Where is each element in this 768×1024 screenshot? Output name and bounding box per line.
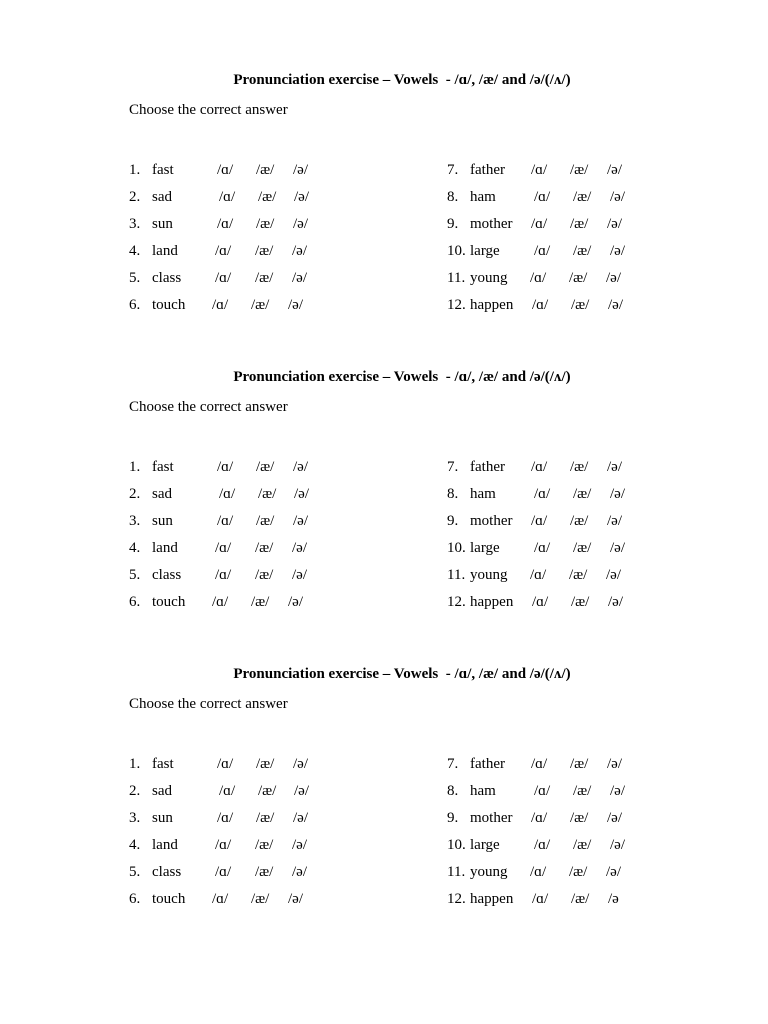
answer-option[interactable]: /æ/ xyxy=(569,567,588,583)
answer-option[interactable]: /æ/ xyxy=(251,891,270,907)
exercise-item xyxy=(447,756,687,776)
exercise-item xyxy=(129,459,369,479)
answer-option[interactable]: /æ/ xyxy=(571,594,590,610)
answer-option[interactable]: /æ/ xyxy=(255,837,274,853)
item-word: land xyxy=(152,837,178,853)
exercise-block xyxy=(0,66,768,356)
answer-option[interactable]: /æ/ xyxy=(255,270,274,286)
item-word: mother xyxy=(470,810,513,826)
item-word: young xyxy=(470,864,508,880)
item-word: sad xyxy=(152,189,172,205)
exercise-item xyxy=(447,216,687,236)
answer-option[interactable]: /ə/ xyxy=(610,540,625,556)
answer-option[interactable]: /æ/ xyxy=(570,216,589,232)
answer-option[interactable]: /ɑ/ xyxy=(215,270,232,286)
answer-option[interactable]: /ə/ xyxy=(292,243,307,259)
answer-option[interactable]: /ɑ/ xyxy=(215,567,232,583)
answer-option[interactable]: /æ/ xyxy=(570,810,589,826)
exercise-item xyxy=(129,837,369,857)
item-word: fast xyxy=(152,756,174,772)
item-word: land xyxy=(152,243,178,259)
answer-option[interactable]: /ɑ/ xyxy=(531,756,548,772)
item-number: 2. xyxy=(129,189,141,205)
answer-option[interactable]: /ə/ xyxy=(292,864,307,880)
answer-option[interactable]: /ə/ xyxy=(292,540,307,556)
answer-option[interactable]: /ə/ xyxy=(294,189,309,205)
answer-option[interactable]: /ə/ xyxy=(607,513,622,529)
exercise-item xyxy=(129,756,369,776)
answer-option[interactable]: /ə/ xyxy=(610,837,625,853)
answer-option[interactable]: /ə/ xyxy=(607,162,622,178)
answer-option[interactable]: /ɑ/ xyxy=(217,513,234,529)
answer-option[interactable]: /æ/ xyxy=(256,216,275,232)
answer-option[interactable]: /ɑ/ xyxy=(534,837,551,853)
answer-option[interactable]: /ɑ/ xyxy=(531,513,548,529)
item-number: 9. xyxy=(447,513,459,529)
answer-option[interactable]: /ɑ/ xyxy=(217,756,234,772)
answer-option[interactable]: /ə/ xyxy=(607,216,622,232)
answer-option[interactable]: /ɑ/ xyxy=(215,864,232,880)
exercise-item xyxy=(447,783,687,803)
exercise-instruction: Choose the correct answer xyxy=(129,399,288,415)
exercise-item xyxy=(447,459,687,479)
item-word: father xyxy=(470,459,505,475)
exercise-item xyxy=(447,567,687,587)
answer-option[interactable]: /æ/ xyxy=(256,756,275,772)
item-word: sad xyxy=(152,783,172,799)
exercise-title: Pronunciation exercise – Vowels - /ɑ/, /æ/ and /ə/(/ʌ/) xyxy=(233,72,571,88)
answer-option[interactable]: /æ/ xyxy=(256,810,275,826)
item-word: class xyxy=(152,864,182,880)
item-number: 4. xyxy=(129,837,141,853)
item-word: ham xyxy=(470,189,496,205)
item-number: 6. xyxy=(129,594,141,610)
answer-option[interactable]: /ə/ xyxy=(292,270,307,286)
item-word: happen xyxy=(470,594,514,610)
answer-option[interactable]: /ɑ/ xyxy=(215,837,232,853)
item-number: 4. xyxy=(129,540,141,556)
answer-option[interactable]: /ə/ xyxy=(293,756,308,772)
answer-option[interactable]: /ə/ xyxy=(294,783,309,799)
item-number: 1. xyxy=(129,459,141,475)
answer-option[interactable]: /æ/ xyxy=(255,864,274,880)
answer-option[interactable]: /ɑ/ xyxy=(217,810,234,826)
item-number: 4. xyxy=(129,243,141,259)
answer-option[interactable]: /ɑ/ xyxy=(212,594,229,610)
exercise-item xyxy=(129,486,369,506)
answer-option[interactable]: /ɑ/ xyxy=(215,243,232,259)
item-number: 5. xyxy=(129,567,141,583)
answer-option[interactable]: /ɑ/ xyxy=(530,567,547,583)
exercise-item xyxy=(129,243,369,263)
answer-option[interactable]: /ə/ xyxy=(606,567,621,583)
item-word: sun xyxy=(152,513,173,529)
item-number: 8. xyxy=(447,783,459,799)
item-word: mother xyxy=(470,216,513,232)
answer-option[interactable]: /ə/ xyxy=(294,486,309,502)
item-number: 3. xyxy=(129,810,141,826)
answer-option[interactable]: /æ/ xyxy=(255,243,274,259)
answer-option[interactable]: /ə/ xyxy=(610,783,625,799)
answer-option[interactable]: /ɑ/ xyxy=(531,459,548,475)
item-number: 7. xyxy=(447,162,459,178)
item-word: father xyxy=(470,756,505,772)
exercise-item xyxy=(129,189,369,209)
exercise-item xyxy=(129,297,369,317)
answer-option[interactable]: /ɑ/ xyxy=(217,216,234,232)
exercise-title: Pronunciation exercise – Vowels - /ɑ/, /æ/ and /ə/(/ʌ/) xyxy=(233,369,571,385)
answer-option[interactable]: /æ/ xyxy=(255,567,274,583)
answer-option[interactable]: /ɑ/ xyxy=(534,243,551,259)
item-word: touch xyxy=(152,297,186,313)
exercise-item xyxy=(447,243,687,263)
answer-option[interactable]: /æ/ xyxy=(570,459,589,475)
answer-option[interactable]: /ɑ/ xyxy=(532,891,549,907)
exercise-item xyxy=(129,864,369,884)
exercise-item xyxy=(447,162,687,182)
exercise-item xyxy=(447,513,687,533)
answer-option[interactable]: /ɑ/ xyxy=(534,540,551,556)
item-word: large xyxy=(470,540,500,556)
item-number: 3. xyxy=(129,513,141,529)
item-number: 8. xyxy=(447,189,459,205)
answer-option[interactable]: /æ/ xyxy=(573,540,592,556)
answer-option[interactable]: /æ/ xyxy=(570,756,589,772)
answer-option[interactable]: /ɑ/ xyxy=(531,216,548,232)
item-number: 10. xyxy=(447,837,466,853)
exercise-item xyxy=(129,891,369,911)
answer-option[interactable]: /æ/ xyxy=(573,243,592,259)
answer-option[interactable]: /ə/ xyxy=(288,297,303,313)
item-word: large xyxy=(470,837,500,853)
answer-option[interactable]: /æ/ xyxy=(258,189,277,205)
answer-option[interactable]: /ɑ/ xyxy=(217,459,234,475)
exercise-instruction: Choose the correct answer xyxy=(129,102,288,118)
exercise-item xyxy=(129,513,369,533)
answer-option[interactable]: /æ/ xyxy=(573,837,592,853)
item-number: 12. xyxy=(447,891,466,907)
exercise-item xyxy=(447,297,687,317)
answer-option[interactable]: /ə/ xyxy=(292,567,307,583)
answer-option[interactable]: /ə/ xyxy=(607,459,622,475)
answer-option[interactable]: /ə/ xyxy=(293,513,308,529)
item-number: 12. xyxy=(447,594,466,610)
answer-option[interactable]: /ə/ xyxy=(288,891,303,907)
item-word: fast xyxy=(152,459,174,475)
exercise-item xyxy=(447,594,687,614)
exercise-instruction: Choose the correct answer xyxy=(129,696,288,712)
answer-option[interactable]: /ɑ/ xyxy=(530,864,547,880)
item-number: 12. xyxy=(447,297,466,313)
answer-option[interactable]: /æ/ xyxy=(573,189,592,205)
item-number: 11. xyxy=(447,864,466,880)
item-number: 10. xyxy=(447,540,466,556)
answer-option[interactable]: /ɑ/ xyxy=(212,297,229,313)
answer-option[interactable]: /æ/ xyxy=(571,297,590,313)
answer-option[interactable]: /ɑ/ xyxy=(219,189,236,205)
exercise-block xyxy=(0,660,768,950)
answer-option[interactable]: /ɑ/ xyxy=(212,891,229,907)
answer-option[interactable]: /æ/ xyxy=(569,270,588,286)
item-number: 3. xyxy=(129,216,141,232)
answer-option[interactable]: /ɑ/ xyxy=(534,486,551,502)
exercise-item xyxy=(447,486,687,506)
answer-option[interactable]: /æ/ xyxy=(256,162,275,178)
exercise-item xyxy=(129,594,369,614)
item-word: large xyxy=(470,243,500,259)
exercise-item xyxy=(129,270,369,290)
answer-option[interactable]: /ɑ/ xyxy=(532,594,549,610)
answer-option[interactable]: /ɑ/ xyxy=(531,810,548,826)
exercise-block xyxy=(0,363,768,653)
answer-option[interactable]: /ə/ xyxy=(293,216,308,232)
answer-option[interactable]: /ə/ xyxy=(607,810,622,826)
answer-option[interactable]: /æ/ xyxy=(258,783,277,799)
item-word: young xyxy=(470,567,508,583)
exercise-item xyxy=(447,837,687,857)
answer-option[interactable]: /æ/ xyxy=(255,540,274,556)
item-word: touch xyxy=(152,594,186,610)
answer-option[interactable]: /ə/ xyxy=(606,270,621,286)
item-number: 1. xyxy=(129,756,141,772)
exercise-item xyxy=(129,216,369,236)
answer-option[interactable]: /ə/ xyxy=(608,297,623,313)
item-number: 1. xyxy=(129,162,141,178)
exercise-item xyxy=(447,270,687,290)
answer-option[interactable]: /æ/ xyxy=(570,513,589,529)
item-word: touch xyxy=(152,891,186,907)
answer-option[interactable]: /ə/ xyxy=(606,864,621,880)
item-word: sun xyxy=(152,216,173,232)
item-word: father xyxy=(470,162,505,178)
answer-option[interactable]: /ɑ/ xyxy=(215,540,232,556)
answer-option[interactable]: /ə/ xyxy=(610,189,625,205)
answer-option[interactable]: /ə xyxy=(608,891,619,907)
exercise-item xyxy=(447,891,687,911)
item-number: 9. xyxy=(447,216,459,232)
item-word: class xyxy=(152,567,182,583)
answer-option[interactable]: /ə/ xyxy=(293,162,308,178)
answer-option[interactable]: /ɑ/ xyxy=(531,162,548,178)
item-word: young xyxy=(470,270,508,286)
answer-option[interactable]: /ə/ xyxy=(610,486,625,502)
item-number: 6. xyxy=(129,297,141,313)
item-word: fast xyxy=(152,162,174,178)
answer-option[interactable]: /æ/ xyxy=(258,486,277,502)
answer-option[interactable]: /ɑ/ xyxy=(530,270,547,286)
item-number: 7. xyxy=(447,756,459,772)
item-number: 11. xyxy=(447,567,466,583)
item-number: 8. xyxy=(447,486,459,502)
exercise-item xyxy=(129,810,369,830)
exercise-item xyxy=(129,540,369,560)
item-number: 9. xyxy=(447,810,459,826)
item-number: 7. xyxy=(447,459,459,475)
answer-option[interactable]: /æ/ xyxy=(251,594,270,610)
answer-option[interactable]: /æ/ xyxy=(569,864,588,880)
answer-option[interactable]: /æ/ xyxy=(256,459,275,475)
answer-option[interactable]: /æ/ xyxy=(573,783,592,799)
item-number: 5. xyxy=(129,270,141,286)
answer-option[interactable]: /ɑ/ xyxy=(217,162,234,178)
item-word: ham xyxy=(470,486,496,502)
answer-option[interactable]: /ə/ xyxy=(608,594,623,610)
answer-option[interactable]: /ə/ xyxy=(292,837,307,853)
exercise-item xyxy=(129,162,369,182)
item-word: mother xyxy=(470,513,513,529)
item-number: 10. xyxy=(447,243,466,259)
answer-option[interactable]: /æ/ xyxy=(570,162,589,178)
item-word: class xyxy=(152,270,182,286)
item-word: land xyxy=(152,540,178,556)
exercise-item xyxy=(447,540,687,560)
answer-option[interactable]: /ɑ/ xyxy=(532,297,549,313)
exercise-item xyxy=(129,567,369,587)
item-number: 2. xyxy=(129,486,141,502)
answer-option[interactable]: /ɑ/ xyxy=(534,189,551,205)
item-word: happen xyxy=(470,891,514,907)
answer-option[interactable]: /æ/ xyxy=(573,486,592,502)
exercise-item xyxy=(447,810,687,830)
answer-option[interactable]: /æ/ xyxy=(571,891,590,907)
answer-option[interactable]: /æ/ xyxy=(256,513,275,529)
exercise-title: Pronunciation exercise – Vowels - /ɑ/, /æ/ and /ə/(/ʌ/) xyxy=(233,666,571,682)
item-number: 6. xyxy=(129,891,141,907)
exercise-item xyxy=(129,783,369,803)
answer-option[interactable]: /æ/ xyxy=(251,297,270,313)
answer-option[interactable]: /ə/ xyxy=(293,459,308,475)
item-word: sad xyxy=(152,486,172,502)
answer-option[interactable]: /ə/ xyxy=(293,810,308,826)
item-number: 11. xyxy=(447,270,466,286)
answer-option[interactable]: /ə/ xyxy=(288,594,303,610)
answer-option[interactable]: /ɑ/ xyxy=(219,486,236,502)
item-number: 2. xyxy=(129,783,141,799)
answer-option[interactable]: /ɑ/ xyxy=(534,783,551,799)
exercise-item xyxy=(447,864,687,884)
answer-option[interactable]: /ɑ/ xyxy=(219,783,236,799)
item-word: sun xyxy=(152,810,173,826)
item-word: ham xyxy=(470,783,496,799)
item-word: happen xyxy=(470,297,514,313)
exercise-item xyxy=(447,189,687,209)
answer-option[interactable]: /ə/ xyxy=(610,243,625,259)
answer-option[interactable]: /ə/ xyxy=(607,756,622,772)
item-number: 5. xyxy=(129,864,141,880)
